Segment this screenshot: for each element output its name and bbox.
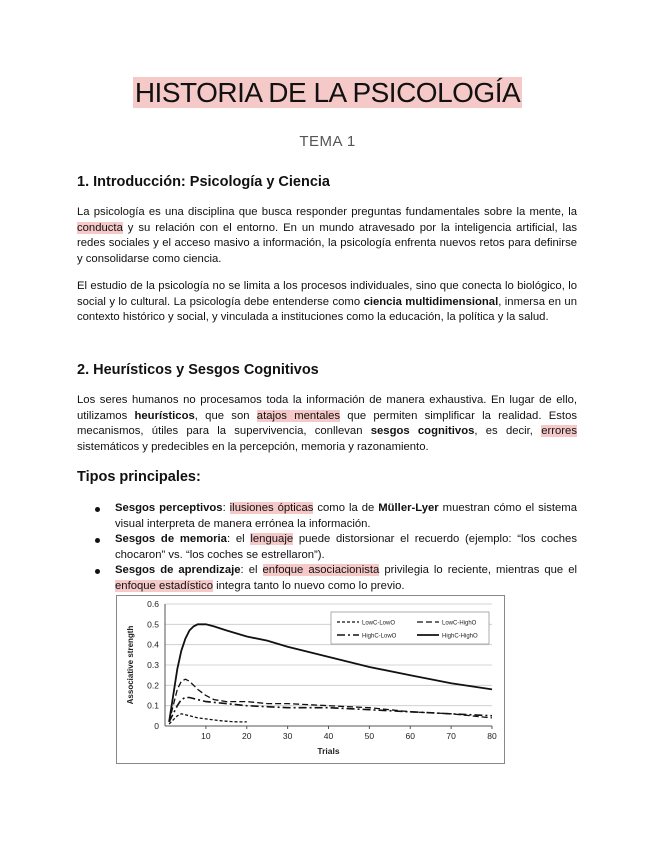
x-axis-label: Trials [317, 746, 340, 756]
x-tick-label: 40 [323, 731, 334, 741]
document-subtitle: TEMA 1 [299, 133, 356, 150]
types-subheading: Tipos principales: [77, 469, 201, 485]
x-tick-label: 10 [201, 731, 211, 741]
document-title: HISTORIA DE LA PSICOLOGÍA [134, 77, 521, 108]
y-tick-label: 0.1 [147, 700, 159, 711]
y-axis-label: Associative strength [126, 625, 135, 705]
x-tick-label: 20 [242, 731, 252, 741]
bullet-icon [95, 538, 100, 543]
section-1-heading: 1. Introducción: Psicología y Ciencia [77, 174, 330, 190]
list-item: Sesgos de aprendizaje: el enfoque asociacionista privilegia lo reciente, mientras que el enfoque estadístico integra tanto lo nuevo como lo previo. [77, 563, 577, 594]
associative-strength-chart [116, 595, 505, 764]
bullet-icon [95, 569, 100, 574]
y-tick-label: 0.2 [147, 680, 159, 691]
series-line-highc-lowo [169, 698, 492, 722]
section-2-paragraph: Los seres humanos no procesamos toda la información de manera exhaustiva. En lugar de ello, utilizamos heurísticos, que son atajos mentales que permiten simplificar la realidad. Estos mecanismos, útiles para la supervivencia, conllevan sesgos cognitivos, es decir, errores sistemáticos y predecibles en la percepción, memoria y razonamiento. [77, 394, 577, 453]
y-tick-label: 0 [154, 721, 159, 731]
bias-types-list [77, 501, 577, 595]
y-tick-label: 0.5 [147, 619, 159, 630]
series-line-lowc-lowo [169, 714, 247, 724]
legend-label: HighC-HighO [442, 633, 478, 640]
section-2-heading: 2. Heurísticos y Sesgos Cognitivos [77, 362, 319, 378]
x-tick-label: 70 [446, 731, 456, 741]
y-tick-label: 0.4 [147, 639, 159, 650]
legend-label: LowC-LowO [362, 620, 396, 627]
y-tick-label: 0.3 [147, 660, 159, 670]
highlight-atajos: atajos mentales [256, 409, 341, 422]
section-1-paragraph-1: La psicología es una disciplina que busca responder preguntas fundamentales sobre la mente, la conducta y su relación con el entorno. En un mundo atravesado por la inteligencia artificial, las redes sociales y el acceso masivo a información, la psicología enfrenta nuevos retos para definirse y consolidarse como ciencia. [77, 206, 577, 265]
highlight-conducta: conducta [77, 221, 123, 234]
list-item: Sesgos de memoria: el lenguaje puede distorsionar el recuerdo (ejemplo: “los coches chocaron” vs. “los coches se estrellaron”). [77, 532, 577, 563]
legend-label: LowC-HighO [442, 620, 477, 627]
x-tick-label: 30 [282, 731, 293, 741]
y-tick-label: 0.6 [147, 599, 159, 609]
list-item: Sesgos perceptivos: ilusiones ópticas como la de Müller-Lyer muestran cómo el sistema visual interpreta de manera errónea la información. [77, 501, 577, 532]
x-tick-label: 80 [487, 731, 497, 741]
x-tick-label: 60 [405, 731, 415, 741]
legend-label: HighC-LowO [362, 633, 397, 640]
highlight-errores: errores [541, 425, 577, 438]
x-tick-label: 50 [364, 731, 375, 741]
bullet-icon [95, 507, 100, 512]
section-1-paragraph-2: El estudio de la psicología no se limita a los procesos individuales, sino que conecta lo biológico, lo social y lo cultural. La psicología debe entenderse como ciencia multidimensional, inmersa en un contexto histórico y social, y vinculada a instituciones como la educación, la política y la salud. [77, 280, 577, 324]
